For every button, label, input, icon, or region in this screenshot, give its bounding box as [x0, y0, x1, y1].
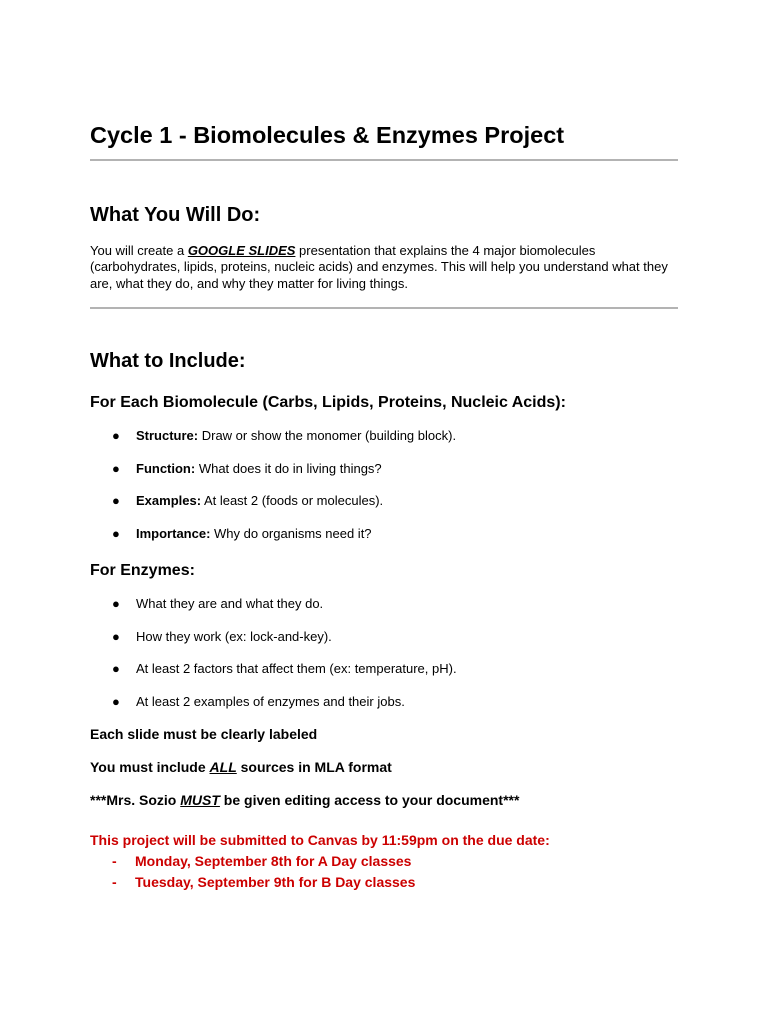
bullet-icon: ● — [112, 693, 120, 709]
section-divider — [90, 307, 678, 309]
item-text: What they are and what they do. — [136, 596, 324, 611]
document-title: Cycle 1 - Biomolecules & Enzymes Project — [90, 122, 565, 148]
item-text: At least 2 examples of enzymes and their jobs. — [136, 693, 405, 709]
enzymes-subheading: For Enzymes: — [90, 562, 195, 579]
item-text: How they work (ex: lock-and-key). — [136, 628, 332, 644]
item-text: Why do organisms need it? — [210, 525, 372, 541]
dash-marker: - — [112, 874, 117, 890]
title-divider — [90, 159, 678, 161]
intro-text-pre: You will create a — [90, 243, 188, 258]
bullet-icon: ● — [112, 596, 120, 611]
item-text: Draw or show the monomer (building block). — [198, 428, 457, 443]
bullet-icon: ● — [112, 661, 120, 676]
bullet-icon: ● — [112, 493, 120, 508]
due-date-a-day: Monday, September 8th for A Day classes — [135, 853, 412, 869]
bullet-icon: ● — [112, 460, 120, 476]
due-date-b-day: Tuesday, September 9th for B Day classes — [135, 874, 416, 890]
labeled-requirement: Each slide must be clearly labeled — [90, 726, 318, 742]
bullet-icon: ● — [112, 525, 120, 541]
sources-emphasis: ALL — [209, 759, 237, 775]
sources-text-post: sources in MLA format — [236, 759, 392, 775]
access-text-post: be given editing access to your document*** — [219, 792, 520, 808]
biomolecule-subheading: For Each Biomolecule (Carbs, Lipids, Proteins, Nucleic Acids): — [90, 394, 566, 411]
section-heading-what-you-will-do: What You Will Do: — [90, 204, 261, 226]
section-heading-what-to-include: What to Include: — [90, 350, 246, 372]
intro-text-post: presentation that explains the 4 major biomolecules (carbohydrates, lipids, proteins, nucleic acids) and enzymes. This will help you understand what they are, what they do, and why they matter for living things. — [90, 243, 668, 291]
sources-requirement — [90, 759, 392, 775]
sources-text-pre: You must include — [90, 759, 210, 775]
item-text: What does it do in living things? — [195, 460, 382, 476]
item-text: At least 2 (foods or molecules). — [201, 493, 384, 508]
access-emphasis: MUST — [180, 792, 220, 808]
item-label: Examples: — [136, 493, 202, 508]
item-label: Function: — [136, 460, 196, 476]
bullet-icon: ● — [112, 428, 120, 443]
access-requirement — [90, 792, 519, 808]
item-label: Importance: — [136, 525, 211, 541]
item-text: At least 2 factors that affect them (ex: temperature, pH). — [136, 661, 457, 676]
item-label: Structure: — [136, 428, 199, 443]
bullet-icon: ● — [112, 628, 120, 644]
due-date-notice: This project will be submitted to Canvas by 11:59pm on the due date: — [90, 832, 550, 848]
access-text-pre: ***Mrs. Sozio — [90, 792, 181, 808]
google-slides-emphasis: GOOGLE SLIDES — [187, 243, 296, 258]
dash-marker: - — [112, 853, 117, 869]
intro-paragraph — [90, 243, 678, 292]
